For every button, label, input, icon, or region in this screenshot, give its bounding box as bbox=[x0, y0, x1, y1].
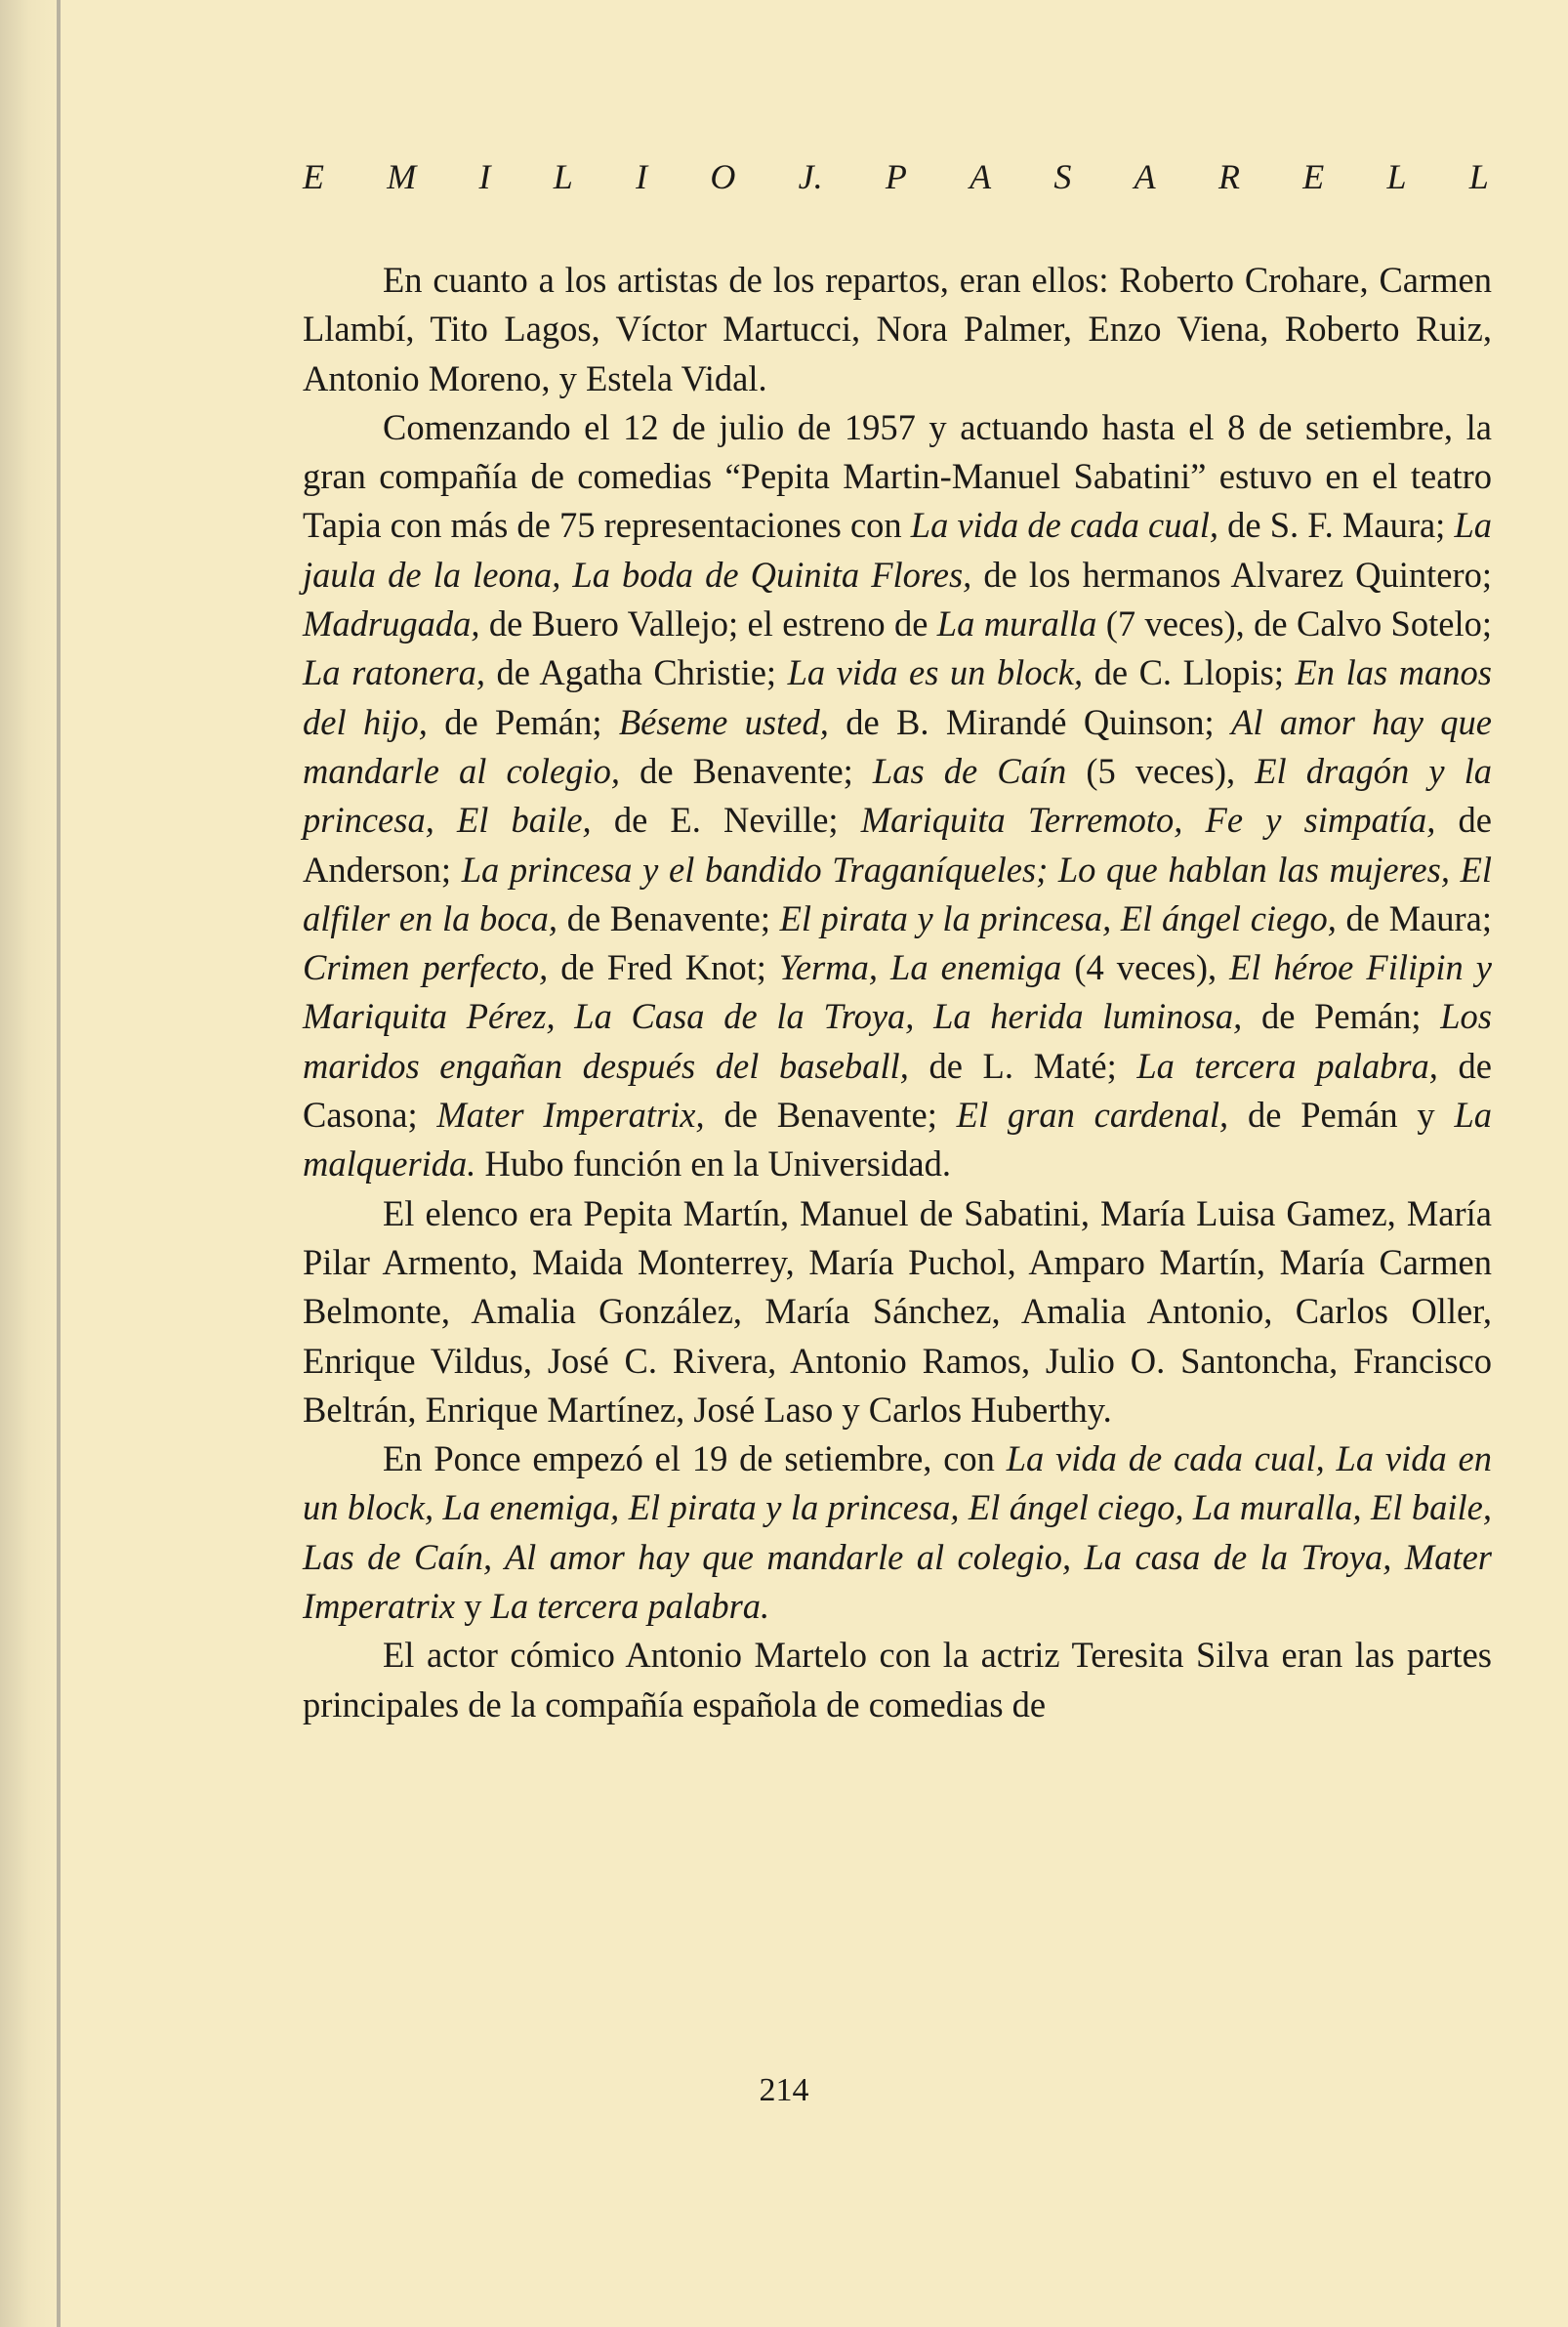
italic-title-text: La vida de cada cual, bbox=[910, 505, 1219, 546]
paragraph bbox=[303, 1434, 1492, 1631]
text-segment: de Pemán; bbox=[427, 701, 619, 742]
header-letter: I bbox=[478, 157, 491, 196]
text-segment: de S. F. Maura; bbox=[1218, 505, 1455, 546]
text-segment: En cuanto a los artistas de los repartos, eran ellos: Roberto Crohare, Carmen Llambí, Tito Lagos, Víctor Martucci, Nora Palmer, Enzo Viena, Roberto Ruiz, Antonio Moreno, y Estela Vidal. bbox=[303, 260, 1492, 398]
binding-line bbox=[57, 0, 61, 2327]
header-letter: L bbox=[1386, 157, 1407, 196]
text-segment: (5 veces), bbox=[1066, 750, 1256, 791]
italic-title-text: El gran cardenal, bbox=[956, 1095, 1229, 1136]
italic-title-text: Béseme usted, bbox=[618, 701, 829, 742]
text-segment: En Ponce empezó el 19 de setiembre, con bbox=[383, 1438, 1007, 1479]
text-segment: de Anderson; bbox=[303, 800, 1493, 890]
header-letter: E bbox=[303, 157, 324, 196]
italic-title-text: La malquerida. bbox=[303, 1095, 1492, 1184]
header-letter: S bbox=[1053, 157, 1072, 196]
text-segment: El actor cómico Antonio Martelo con la actriz Teresita Silva eran las partes principales de la compañía española de comedias de bbox=[303, 1635, 1492, 1724]
italic-title-text: Las de Caín bbox=[872, 750, 1067, 791]
text-segment: de Fred Knot; bbox=[548, 947, 779, 988]
text-segment: de los hermanos Alvarez Quintero; bbox=[971, 554, 1493, 595]
text-segment: (4 veces), bbox=[1061, 947, 1230, 988]
italic-title-text: El dragón y la princesa, El baile, bbox=[303, 750, 1492, 841]
text-segment: de Pemán y bbox=[1228, 1095, 1455, 1136]
paragraph bbox=[303, 403, 1492, 1189]
page-binding-edge bbox=[0, 0, 61, 2327]
italic-title-text: Madrugada, bbox=[303, 603, 480, 644]
text-segment: (7 veces), de Calvo Sotelo; bbox=[1096, 603, 1492, 644]
italic-title-text: Los maridos engañan después del baseball, bbox=[303, 996, 1493, 1086]
text-segment: de B. Mirandé Quinson; bbox=[828, 701, 1232, 742]
text-segment: Comenzando el 12 de julio de 1957 y actuando hasta el 8 de setiembre, la gran compañía de comedias “Pepita Martin-Manuel Sabatini” estuvo en el teatro Tapia con más de 75 representaciones con bbox=[303, 406, 1492, 546]
header-letter: A bbox=[970, 157, 992, 196]
italic-title-text: La muralla bbox=[936, 603, 1097, 644]
header-letter: M bbox=[387, 157, 417, 196]
italic-title-text: Crimen perfecto, bbox=[303, 947, 549, 988]
header-letter: L bbox=[1468, 157, 1489, 196]
italic-title-text: La ratonera, bbox=[303, 652, 485, 693]
running-header bbox=[303, 156, 1489, 197]
header-letter: I bbox=[636, 157, 648, 196]
body-text bbox=[303, 256, 1492, 1729]
text-segment: de Agatha Christie; bbox=[484, 652, 788, 693]
paragraph bbox=[303, 1189, 1492, 1434]
text-segment: de Buero Vallejo; el estreno de bbox=[479, 603, 937, 644]
header-letter: E bbox=[1302, 157, 1325, 196]
header-letter: O bbox=[710, 157, 736, 196]
text-segment: de Casona; bbox=[303, 1045, 1492, 1136]
italic-title-text: Yerma, La enemiga bbox=[778, 947, 1062, 988]
italic-title-text: En las manos del hijo, bbox=[303, 652, 1492, 742]
text-segment: de L. Maté; bbox=[908, 1045, 1137, 1086]
header-letter: A bbox=[1134, 157, 1156, 196]
text-segment: de Pemán; bbox=[1242, 996, 1441, 1037]
text-segment: Hubo función en la Universidad. bbox=[475, 1143, 951, 1184]
italic-title-text: El pirata y la princesa, El ángel ciego, bbox=[779, 897, 1337, 938]
header-letter: P bbox=[885, 157, 907, 196]
page-number: 214 bbox=[759, 2072, 809, 2108]
italic-title-text: Al amor hay que mandarle al colegio, bbox=[303, 701, 1493, 791]
italic-title-text: La princesa y el bandido Traganíqueles; Lo que hablan las mujeres, El alfiler en la boca, bbox=[303, 849, 1493, 938]
text-segment: y bbox=[455, 1586, 491, 1627]
text-segment: de E. Neville; bbox=[591, 800, 861, 841]
text-segment: de C. Llopis; bbox=[1083, 652, 1296, 693]
header-letter: J. bbox=[798, 157, 823, 196]
italic-title-text: La vida de cada cual, La vida en un block, La enemiga, El pirata y la princesa, El ángel ciego, La muralla, El baile, Las de Caín, Al amor hay que mandarle al colegio, La casa de la Troya, Mater Imperatrix bbox=[303, 1438, 1492, 1627]
italic-title-text: La vida es un block, bbox=[787, 652, 1084, 693]
italic-title-text: La jaula de la leona, La boda de Quinita Flores, bbox=[303, 505, 1492, 595]
italic-title-text: La tercera palabra, bbox=[1136, 1045, 1438, 1086]
header-letter: R bbox=[1217, 157, 1240, 196]
paragraph bbox=[303, 256, 1492, 403]
italic-title-text: Mater Imperatrix, bbox=[436, 1095, 705, 1136]
italic-title-text: La tercera palabra. bbox=[490, 1586, 770, 1627]
header-letter: L bbox=[553, 157, 573, 196]
text-segment: de Benavente; bbox=[704, 1095, 957, 1136]
italic-title-text: El héroe Filipin y Mariquita Pérez, La Casa de la Troya, La herida luminosa, bbox=[303, 947, 1492, 1037]
italic-title-text: Mariquita Terremoto, Fe y simpatía, bbox=[860, 800, 1436, 841]
text-segment: de Maura; bbox=[1336, 897, 1492, 938]
text-segment: El elenco era Pepita Martín, Manuel de Sabatini, María Luisa Gamez, María Pilar Armento, Maida Monterrey, María Puchol, Amparo Martín, María Carmen Belmonte, Amalia González, María Sánchez, Amalia Antonio, Carlos Oller, Enrique Vildus, José C. Rivera, Antonio Ramos, Julio O. Santoncha, Francisco Beltrán, Enrique Martínez, José Laso y Carlos Huberthy. bbox=[303, 1192, 1492, 1430]
text-segment: de Benavente; bbox=[557, 897, 780, 938]
paragraph bbox=[303, 1631, 1492, 1729]
text-segment: de Benavente; bbox=[620, 750, 873, 791]
